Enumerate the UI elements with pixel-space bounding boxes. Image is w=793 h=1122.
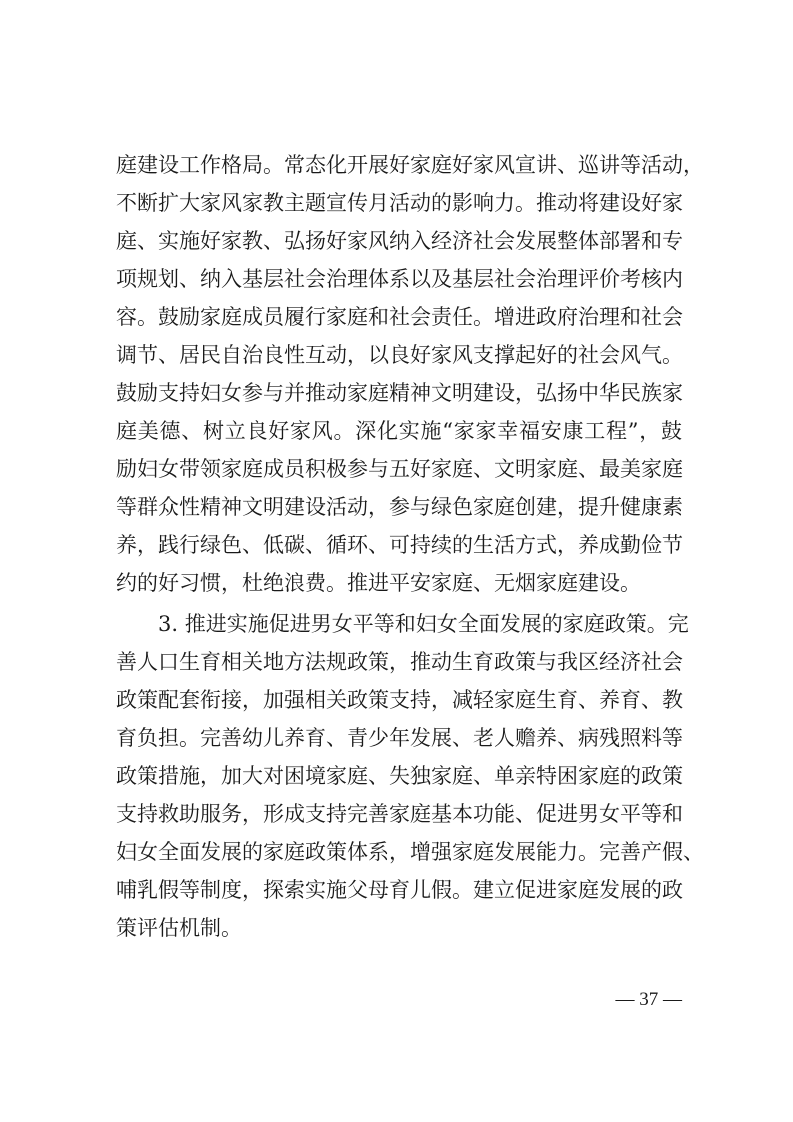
text-line: 不断扩大家风家教主题宣传月活动的影响力。推动将建设好家 xyxy=(116,191,683,215)
page-number: — 37 — xyxy=(615,989,682,1010)
text-line-indented: 3. 推进实施促进男女平等和妇女全面发展的家庭政策。完 xyxy=(158,612,689,636)
text-line: 庭美德、树立良好家风。深化实施“家家幸福安康工程”，鼓 xyxy=(116,419,682,443)
paragraph-1 xyxy=(116,146,704,602)
text-line: 策评估机制。 xyxy=(116,916,242,940)
text-line: 养，践行绿色、低碳、循环、可持续的生活方式，养成勤俭节 xyxy=(116,533,683,557)
text-line: 约的好习惯，杜绝浪费。推进平安家庭、无烟家庭建设。 xyxy=(116,571,641,595)
body-text xyxy=(116,146,704,947)
text-line: 善人口生育相关地方法规政策，推动生育政策与我区经济社会 xyxy=(116,650,683,674)
text-line: 励妇女带领家庭成员积极参与五好家庭、文明家庭、最美家庭 xyxy=(116,457,683,481)
text-line: 调节、居民自治良性互动，以良好家风支撑起好的社会风气。 xyxy=(116,343,683,367)
text-line: 庭、实施好家教、弘扬好家风纳入经济社会发展整体部署和专 xyxy=(116,229,683,253)
text-line: 育负担。完善幼儿养育、青少年发展、老人赡养、病残照料等 xyxy=(116,726,683,750)
text-line: 政策措施，加大对困境家庭、失独家庭、单亲特困家庭的政策 xyxy=(116,764,683,788)
text-line: 政策配套衔接，加强相关政策支持，减轻家庭生育、养育、教 xyxy=(116,688,683,712)
text-line: 容。鼓励家庭成员履行家庭和社会责任。增进政府治理和社会 xyxy=(116,305,683,329)
text-line: 妇女全面发展的家庭政策体系，增强家庭发展能力。完善产假、 xyxy=(116,840,704,864)
text-line: 等群众性精神文明建设活动，参与绿色家庭创建，提升健康素 xyxy=(116,495,683,519)
text-line: 哺乳假等制度，探索实施父母育儿假。建立促进家庭发展的政 xyxy=(116,878,683,902)
paragraph-2 xyxy=(116,605,704,947)
text-line: 项规划、纳入基层社会治理体系以及基层社会治理评价考核内 xyxy=(116,267,683,291)
text-line: 鼓励支持妇女参与并推动家庭精神文明建设，弘扬中华民族家 xyxy=(116,381,683,405)
text-line: 庭建设工作格局。常态化开展好家庭好家风宣讲、巡讲等活动， xyxy=(116,153,704,177)
text-line: 支持救助服务，形成支持完善家庭基本功能、促进男女平等和 xyxy=(116,802,683,826)
